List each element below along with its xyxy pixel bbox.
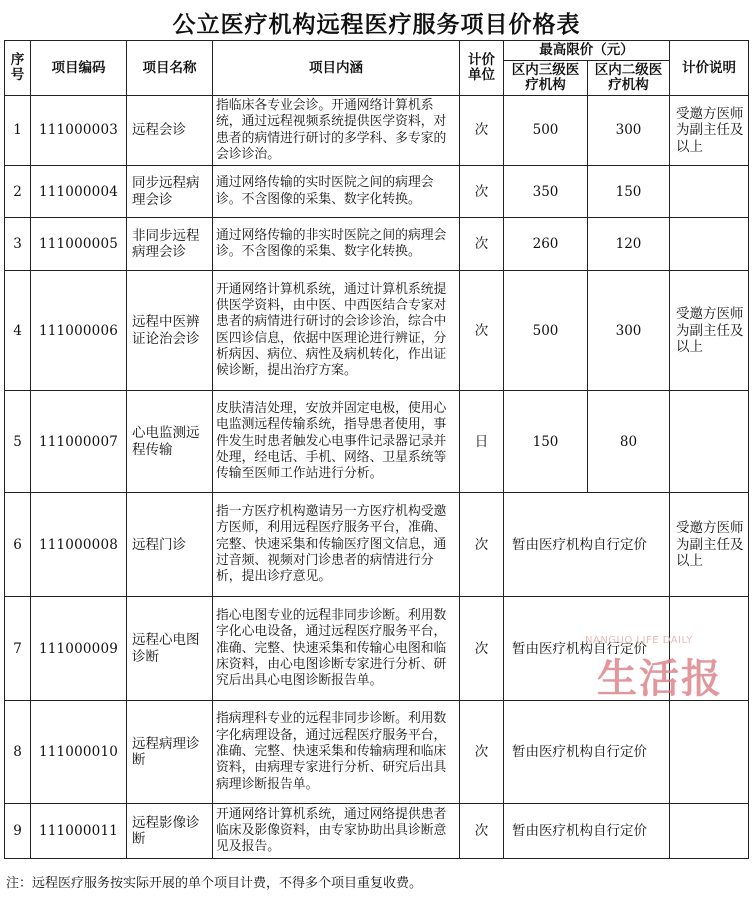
row-price-tier2: 300 [588, 96, 670, 166]
row-name: 远程中医辨证论治会诊 [127, 271, 213, 391]
row-unit: 次 [460, 493, 504, 597]
row-note: 受邀方医师为副主任及以上 [670, 271, 749, 391]
row-note [670, 218, 749, 271]
header-unit: 计价单位 [460, 41, 504, 96]
price-table [4, 40, 749, 859]
table-row [5, 493, 749, 597]
row-note: 受邀方医师为副主任及以上 [670, 96, 749, 166]
row-price-tier3: 500 [504, 271, 588, 391]
row-desc: 开通网络计算机系统，通过网络提供患者临床及影像资料，由专家协助出具诊断意见及报告。 [213, 804, 460, 859]
row-unit: 次 [460, 271, 504, 391]
row-unit: 次 [460, 597, 504, 701]
row-price-merged: 暂由医疗机构自行定价 [504, 701, 670, 804]
row-no: 7 [5, 597, 31, 701]
row-code: 111000005 [31, 218, 127, 271]
row-price-tier2: 120 [588, 218, 670, 271]
row-no: 2 [5, 166, 31, 218]
row-price-tier3: 260 [504, 218, 588, 271]
header-note: 计价说明 [670, 41, 749, 96]
row-note: 受邀方医师为副主任及以上 [670, 493, 749, 597]
row-code: 111000010 [31, 701, 127, 804]
row-price-merged: 暂由医疗机构自行定价 [504, 597, 670, 701]
table-row [5, 96, 749, 166]
row-price-merged: 暂由医疗机构自行定价 [504, 493, 670, 597]
row-price-tier2: 80 [588, 391, 670, 493]
header-tier3: 区内三级医疗机构 [504, 61, 588, 96]
row-desc: 通过网络传输的实时医院之间的病理会诊。不含图像的采集、数字化转换。 [213, 166, 460, 218]
row-name: 远程病理诊断 [127, 701, 213, 804]
watermark-text: 生活报 [597, 656, 723, 702]
row-price-tier3: 150 [504, 391, 588, 493]
row-code: 111000009 [31, 597, 127, 701]
row-no: 5 [5, 391, 31, 493]
row-price-tier2: 150 [588, 166, 670, 218]
row-unit: 次 [460, 804, 504, 859]
header-name: 项目名称 [127, 41, 213, 96]
row-unit: 次 [460, 96, 504, 166]
row-price-tier3: 500 [504, 96, 588, 166]
row-note [670, 701, 749, 804]
table-row [5, 701, 749, 804]
row-name: 远程门诊 [127, 493, 213, 597]
row-unit: 次 [460, 166, 504, 218]
row-name: 远程会诊 [127, 96, 213, 166]
row-name: 远程心电图诊断 [127, 597, 213, 701]
header-no: 序号 [5, 41, 31, 96]
header-max-price: 最高限价（元） [504, 41, 670, 61]
row-no: 8 [5, 701, 31, 804]
watermark-logo [585, 635, 745, 710]
table-row [5, 218, 749, 271]
header-tier2: 区内二级医疗机构 [588, 61, 670, 96]
row-code: 111000006 [31, 271, 127, 391]
row-desc: 指病理科专业的远程非同步诊断。利用数字化病理设备，通过远程医疗服务平台，准确、完整、快速采集和传输病理和临床资料，由病理专家进行分析、研究后出具病理诊断报告单。 [213, 701, 460, 804]
row-unit: 次 [460, 218, 504, 271]
row-code: 111000007 [31, 391, 127, 493]
row-price-merged: 暂由医疗机构自行定价 [504, 804, 670, 859]
row-desc: 通过网络传输的非实时医院之间的病理会诊。不含图像的采集、数字化转换。 [213, 218, 460, 271]
footnote: 注：远程医疗服务按实际开展的单个项目计费，不得多个项目重复收费。 [6, 876, 423, 891]
row-code: 111000004 [31, 166, 127, 218]
table-row [5, 271, 749, 391]
row-no: 9 [5, 804, 31, 859]
row-desc: 指心电图专业的远程非同步诊断。利用数字化心电设备，通过远程医疗服务平台，准确、完整、快速采集和传输心电图和临床资料，由心电图诊断专家进行分析、研究后出具心电图诊断报告单。 [213, 597, 460, 701]
watermark-tag: NANGUO LIFE DAILY [585, 635, 693, 646]
row-note [670, 391, 749, 493]
row-name: 同步远程病理会诊 [127, 166, 213, 218]
row-name: 心电监测远程传输 [127, 391, 213, 493]
row-no: 4 [5, 271, 31, 391]
table-row [5, 166, 749, 218]
row-name: 非同步远程病理会诊 [127, 218, 213, 271]
row-code: 111000003 [31, 96, 127, 166]
row-note [670, 804, 749, 859]
table-row [5, 804, 749, 859]
row-note [670, 166, 749, 218]
row-desc: 指临床各专业会诊。开通网络计算机系统，通过远程视频系统提供医学资料，对患者的病情进行研讨的多学科、多专家的会诊诊治。 [213, 96, 460, 166]
row-code: 111000011 [31, 804, 127, 859]
row-code: 111000008 [31, 493, 127, 597]
row-unit: 日 [460, 391, 504, 493]
row-name: 远程影像诊断 [127, 804, 213, 859]
header-code: 项目编码 [31, 41, 127, 96]
table-row [5, 391, 749, 493]
header-desc: 项目内涵 [213, 41, 460, 96]
row-desc: 皮肤清洁处理，安放并固定电极，使用心电监测远程传输系统，指导患者使用，事件发生时患者触发心电事件记录器记录并处理，经电话、手机、网络、卫星系统等传输至医师工作站进行分析。 [213, 391, 460, 493]
row-no: 1 [5, 96, 31, 166]
row-desc: 指一方医疗机构邀请另一方医疗机构受邀方医师，利用远程医疗服务平台，准确、完整、快速采集和传输医疗图文信息，通过音频、视频对门诊患者的病情进行分析，提出诊疗意见。 [213, 493, 460, 597]
row-no: 3 [5, 218, 31, 271]
row-desc: 开通网络计算机系统，通过计算机系统提供医学资料，由中医、中西医结合专家对患者的病情进行研讨的会诊诊治，综合中医四诊信息，依据中医理论进行辨证，分析病因、病位、病性及病机转化，作出证候诊断，提出治疗方案。 [213, 271, 460, 391]
row-unit: 次 [460, 701, 504, 804]
row-price-tier2: 300 [588, 271, 670, 391]
row-price-tier3: 350 [504, 166, 588, 218]
page-title: 公立医疗机构远程医疗服务项目价格表 [172, 11, 581, 38]
row-no: 6 [5, 493, 31, 597]
